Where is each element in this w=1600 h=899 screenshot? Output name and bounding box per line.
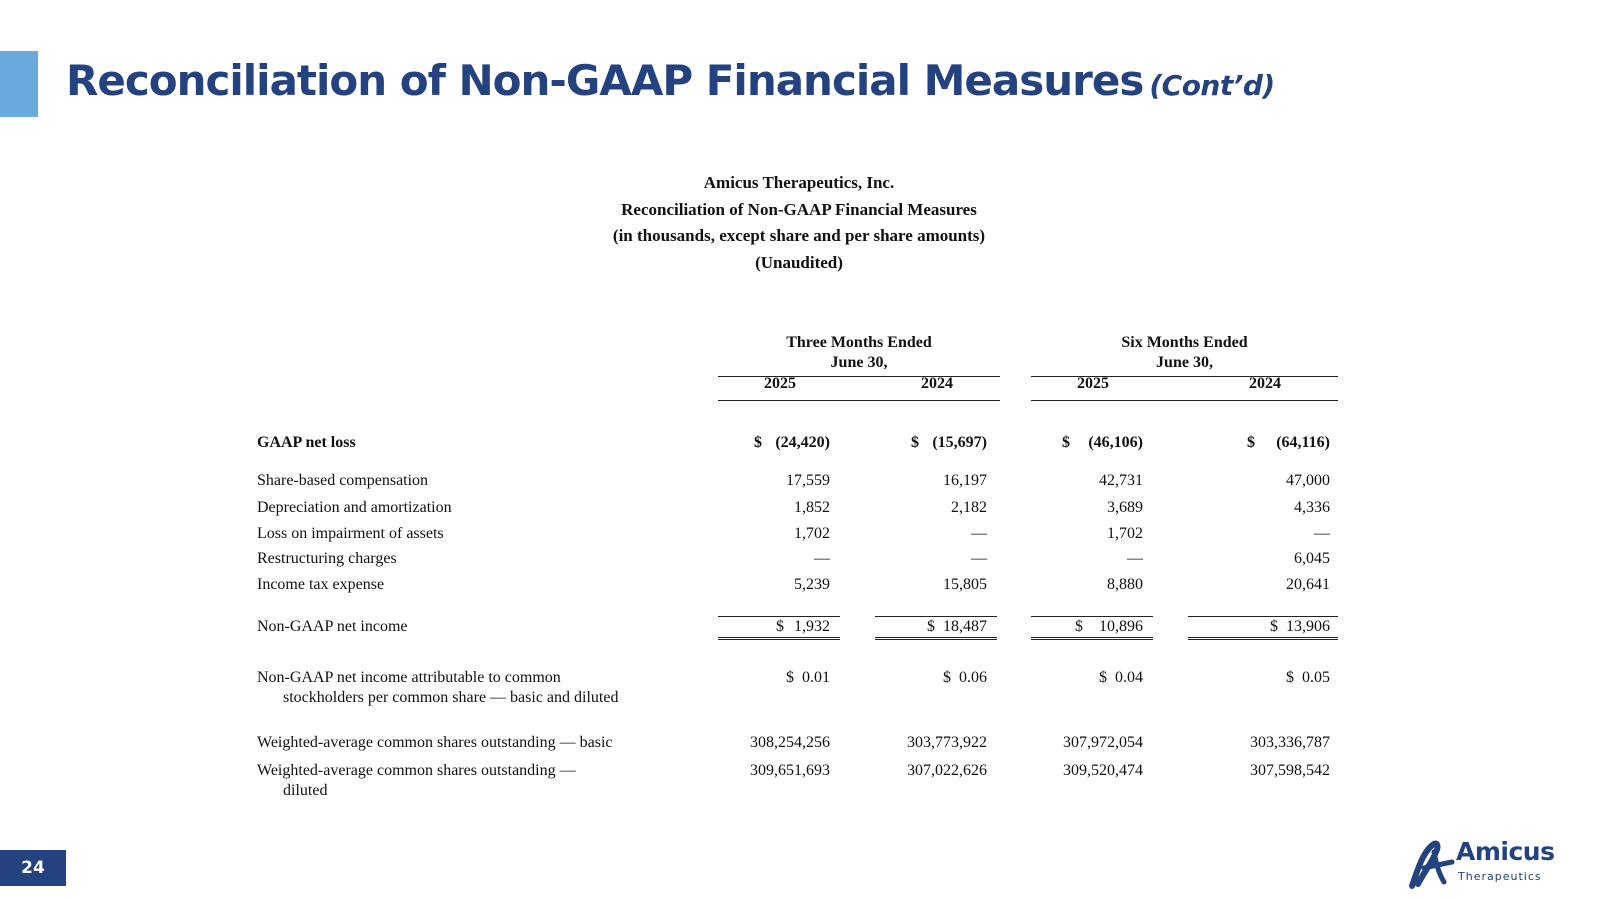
- currency-symbol: $: [927, 618, 935, 635]
- cell-value: 1,852: [794, 499, 830, 516]
- cell-value: 0.06: [959, 669, 987, 686]
- currency-symbol: $: [1062, 434, 1070, 451]
- title-accent-bar: [0, 51, 38, 117]
- cell-value: 0.04: [1115, 669, 1143, 686]
- cell-value: 20,641: [1286, 576, 1330, 593]
- company-logo: [1404, 838, 1554, 890]
- cell-gaap-net-loss: [710, 433, 830, 453]
- cell-value: (15,697): [932, 434, 987, 451]
- row-label-income-tax: Income tax expense: [257, 576, 385, 593]
- cell-value: 0.01: [802, 669, 830, 686]
- cell-value: 18,487: [943, 618, 987, 635]
- cell-value: —: [1127, 550, 1143, 567]
- cell-per-share: [710, 668, 830, 688]
- cell-value: (64,116): [1276, 434, 1330, 451]
- cell-value: 6,045: [1294, 550, 1330, 567]
- slide-title: [66, 56, 1275, 105]
- cell-value: 1,932: [794, 618, 830, 635]
- currency-symbol: $: [943, 669, 951, 686]
- label-line-indent: stockholders per common share — basic and diluted: [283, 689, 619, 706]
- cell-per-share: [867, 668, 987, 688]
- cell-value: 1,702: [794, 525, 830, 542]
- cell-gaap-net-loss: [867, 433, 987, 453]
- cell-value: 307,972,054: [1063, 734, 1143, 751]
- year-header-rule: [718, 400, 1000, 401]
- cell-value: 309,520,474: [1063, 762, 1143, 779]
- year-header-rule: [1031, 400, 1338, 401]
- cell-value: 4,336: [1294, 499, 1330, 516]
- cell-value: 309,651,693: [750, 762, 830, 779]
- row-label-non-gaap-net-income: Non-GAAP net income: [257, 618, 408, 635]
- cell-value: (24,420): [775, 434, 830, 451]
- cell-non-gaap-net-income: [710, 617, 830, 637]
- cell-value: 17,559: [786, 472, 830, 489]
- cell-value: 47,000: [1286, 472, 1330, 489]
- cell-value: 15,805: [943, 576, 987, 593]
- cell-value: —: [1314, 525, 1330, 542]
- report-status: (Unaudited): [755, 252, 843, 272]
- amicus-logo-icon: [1404, 838, 1456, 890]
- row-label-shares-basic: Weighted-average common shares outstanding — basic: [257, 734, 613, 751]
- year-header: 2024: [921, 375, 953, 392]
- cell-value: 16,197: [943, 472, 987, 489]
- cell-value: 307,598,542: [1250, 762, 1330, 779]
- currency-symbol: $: [1247, 434, 1255, 451]
- row-label-per-share: [257, 668, 618, 708]
- year-header: 2024: [1249, 375, 1281, 392]
- cell-value: 13,906: [1286, 618, 1330, 635]
- slide-title-suffix: (Cont’d): [1149, 69, 1275, 102]
- cell-per-share: [1023, 668, 1143, 688]
- period-label: Six Months Ended: [1121, 334, 1248, 351]
- cell-non-gaap-net-income: [1210, 617, 1330, 637]
- cell-value: 2,182: [951, 499, 987, 516]
- row-label-shares-diluted: [257, 761, 576, 801]
- row-label-impairment: Loss on impairment of assets: [257, 525, 444, 542]
- row-label-share-based-compensation: Share-based compensation: [257, 472, 429, 489]
- report-units: (in thousands, except share and per share amounts): [612, 226, 986, 245]
- period-label: Three Months Ended: [786, 334, 932, 351]
- logo-wordmark: Amicus: [1456, 837, 1555, 866]
- year-header: 2025: [1077, 375, 1109, 392]
- cell-value: 303,773,922: [907, 734, 987, 751]
- cell-value: 3,689: [1107, 499, 1143, 516]
- cell-value: 0.05: [1302, 669, 1330, 686]
- row-label-depreciation-amortization: Depreciation and amortization: [257, 499, 452, 516]
- currency-symbol: $: [786, 669, 794, 686]
- label-line-indent: diluted: [283, 782, 328, 799]
- cell-non-gaap-net-income: [867, 617, 987, 637]
- currency-symbol: $: [1075, 618, 1083, 635]
- slide-title-text: Reconciliation of Non-GAAP Financial Measures: [66, 56, 1144, 105]
- currency-symbol: $: [911, 434, 919, 451]
- period-date: June 30,: [1156, 354, 1213, 371]
- cell-value: 307,022,626: [907, 762, 987, 779]
- currency-symbol: $: [1099, 669, 1107, 686]
- year-header: 2025: [764, 375, 796, 392]
- cell-value: —: [971, 550, 987, 567]
- period-header-three-months: [718, 333, 1000, 377]
- cell-per-share: [1210, 668, 1330, 688]
- cell-value: 1,702: [1107, 525, 1143, 542]
- cell-value: —: [814, 550, 830, 567]
- cell-value: 308,254,256: [750, 734, 830, 751]
- currency-symbol: $: [1270, 618, 1278, 635]
- period-header-six-months: [1031, 333, 1338, 377]
- label-line: Weighted-average common shares outstanding —: [257, 762, 576, 779]
- currency-symbol: $: [776, 618, 784, 635]
- page-number: 24: [0, 850, 66, 886]
- cell-value: 8,880: [1107, 576, 1143, 593]
- cell-value: 5,239: [794, 576, 830, 593]
- company-name: Amicus Therapeutics, Inc.: [703, 173, 895, 192]
- cell-value: —: [971, 525, 987, 542]
- label-line: Non-GAAP net income attributable to common: [257, 669, 561, 686]
- period-date: June 30,: [830, 354, 888, 371]
- currency-symbol: $: [1286, 669, 1294, 686]
- currency-symbol: $: [754, 434, 762, 451]
- row-label-restructuring: Restructuring charges: [257, 550, 397, 567]
- cell-value: (46,106): [1088, 434, 1143, 451]
- report-title: Reconciliation of Non-GAAP Financial Measures: [621, 199, 977, 219]
- report-header: [474, 170, 1124, 276]
- row-label-gaap-net-loss: GAAP net loss: [257, 434, 356, 451]
- cell-gaap-net-loss: [1023, 433, 1143, 453]
- logo-tagline: Therapeutics: [1458, 870, 1542, 883]
- cell-value: 10,896: [1099, 618, 1143, 635]
- cell-value: 42,731: [1099, 472, 1143, 489]
- cell-value: 303,336,787: [1250, 734, 1330, 751]
- cell-gaap-net-loss: [1210, 433, 1330, 453]
- cell-non-gaap-net-income: [1023, 617, 1143, 637]
